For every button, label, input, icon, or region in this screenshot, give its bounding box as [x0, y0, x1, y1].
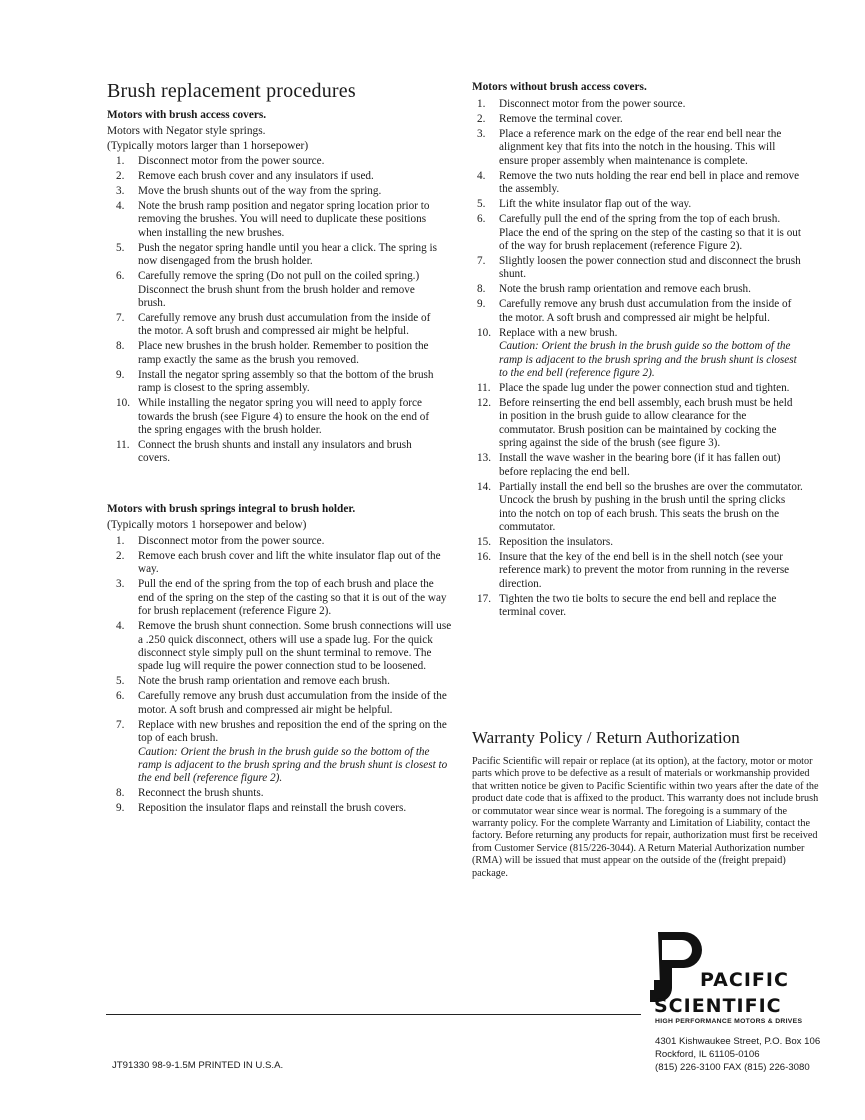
list-item-text: Disconnect motor from the power source.: [499, 98, 686, 110]
section-note: (Typically motors larger than 1 horsepower): [107, 140, 309, 152]
list-item: [107, 185, 442, 198]
list-item: [468, 128, 803, 168]
list-item-number: 10.: [116, 397, 130, 410]
list-item-text: Carefully pull the end of the spring from the top of each brush. Place the end of the spring on the step of the casting so that it is out of the way for brush replacement (reference Figure 2).: [499, 213, 802, 253]
list-item-number: 12.: [477, 397, 491, 410]
list-item-number: 1.: [116, 535, 125, 547]
section-heading-integral-springs: Motors with brush springs integral to brush holder.: [107, 503, 356, 515]
list-item-text: Place the spade lug under the power connection stud and tighten.: [499, 382, 790, 395]
list-item: [107, 535, 452, 548]
page-title: Brush replacement procedures: [107, 80, 356, 102]
list-item-number: 3.: [116, 578, 125, 591]
list-item-text: Reposition the insulators.: [499, 535, 614, 548]
list-item-text: Partially install the end bell so the brushes are over the commutator. Uncock the brush by pushing in the brush until the spring clicks into the notch on top of each brush. This seats the brush on the commutator.: [499, 480, 803, 533]
list-item: [468, 481, 803, 535]
list-item-number: 11.: [116, 439, 130, 452]
list-item: [107, 719, 452, 786]
list-item-number: 6.: [477, 213, 486, 226]
list-item: [468, 170, 803, 197]
list-item-text: Remove the terminal cover.: [499, 113, 623, 125]
list-item-number: 9.: [116, 368, 125, 381]
list-item-number: 8.: [116, 787, 125, 800]
list-item-number: 2.: [116, 550, 125, 562]
list-item-number: 2.: [477, 113, 486, 125]
list-item-text: Remove the brush shunt connection. Some brush connections will use a .250 quick disconnect, others will use a spade lug. For the quick disconnect style simply pull on the shunt terminal to remove. The spade lug will require the power connection stud to be loosened.: [138, 620, 452, 673]
list-item-text: Install the negator spring assembly so that the bottom of the brush ramp is closest to the spring assembly.: [138, 368, 434, 395]
list-item-number: 15.: [477, 535, 491, 548]
list-item-number: 7.: [116, 718, 125, 731]
list-item-text: Move the brush shunts out of the way from the spring.: [138, 185, 382, 197]
list-item: [468, 382, 803, 395]
list-item: [468, 452, 803, 479]
list-item-number: 3.: [477, 128, 486, 140]
list-item-number: 6.: [116, 690, 125, 703]
list-item-text: Install the wave washer in the bearing bore (if it has fallen out) before replacing the end bell.: [499, 452, 781, 478]
list-item-number: 2.: [116, 170, 125, 182]
list-item: [107, 170, 442, 183]
list-item-text: Carefully remove any brush dust accumulation from the inside of the motor. A soft brush and compressed air might be helpful.: [499, 298, 792, 324]
list-item: [107, 155, 442, 168]
list-item-number: 7.: [477, 255, 486, 268]
list-item-number: 3.: [116, 185, 125, 197]
list-item-text: While installing the negator spring you will need to apply force towards the brush (see Figure 4) to ensure the hook on the end of the spring engages with the brush holder.: [138, 397, 430, 437]
list-item: [107, 675, 452, 688]
list-item-number: 1.: [116, 155, 125, 167]
list-item-text: Note the brush ramp position and negator spring location prior to removing the brushes. You will need to duplicate these positions when installing the new brushes.: [138, 200, 430, 239]
list-item: [107, 690, 452, 717]
list-item: [468, 593, 803, 620]
list-item: [468, 198, 803, 211]
list-item-number: 5.: [477, 198, 486, 211]
logo-word-scientific: SCIENTIFIC: [654, 995, 782, 1017]
list-item-text: Lift the white insulator flap out of the way.: [499, 198, 692, 211]
list-item: [468, 536, 803, 549]
list-item-text: Insure that the key of the end bell is in the shell notch (see your reference mark) to prevent the motor from running in the reverse direction.: [499, 550, 790, 590]
list-item-number: 9.: [116, 802, 125, 815]
list-item-text: Carefully remove any brush dust accumulation from the inside of the motor. A soft brush and compressed air might be helpful.: [138, 312, 431, 338]
section-subheading: Motors with Negator style springs.: [107, 125, 266, 137]
list-item: [107, 242, 442, 269]
list-item-number: 10.: [477, 326, 491, 339]
list-item-text: Reconnect the brush shunts.: [138, 787, 264, 800]
list-item-text: Reposition the insulator flaps and reinstall the brush covers.: [138, 802, 407, 815]
list-item-number: 11.: [477, 382, 491, 395]
list-item: [468, 283, 803, 296]
address-city: Rockford, IL 61105-0106: [655, 1049, 760, 1060]
list-item-text: Replace with new brushes and reposition the end of the spring on the top of each brush.: [138, 718, 447, 745]
list-item-number: 9.: [477, 298, 486, 311]
list-item-number: 14.: [477, 480, 491, 493]
list-item-text: Disconnect motor from the power source.: [138, 535, 325, 547]
logo-tagline: HIGH PERFORMANCE MOTORS & DRIVES: [655, 1018, 803, 1025]
list-item-text: Slightly loosen the power connection stud and disconnect the brush shunt.: [499, 255, 801, 281]
list-item-text: Note the brush ramp orientation and remove each brush.: [138, 675, 390, 688]
list-item: [107, 578, 452, 618]
pacific-scientific-logo: [638, 926, 798, 1018]
list-item-text: Pull the end of the spring from the top of each brush and place the end of the spring on the step of the casting so that it is out of the way for brush replacement (reference Figure 2).: [138, 578, 447, 618]
warranty-title: Warranty Policy / Return Authorization: [472, 728, 740, 747]
procedure-list-brush-access-covers: [107, 155, 442, 467]
list-item: [468, 255, 803, 282]
list-item-text: Remove the two nuts holding the rear end bell in place and remove the assembly.: [499, 169, 800, 196]
list-item: [107, 340, 442, 367]
list-item: [107, 620, 452, 674]
list-item-number: 8.: [477, 283, 486, 296]
list-item-number: 13.: [477, 452, 491, 465]
list-item: [468, 327, 803, 381]
list-item: [468, 213, 803, 253]
caution-note: Caution: Orient the brush in the brush guide so the bottom of the ramp is adjacent to the brush spring and the brush shunt is closest to the end bell (reference figure 2).: [499, 340, 797, 380]
list-item-text: Remove each brush cover and lift the white insulator flap out of the way.: [138, 550, 441, 576]
list-item: [107, 787, 452, 800]
procedure-list-without-access-covers: [468, 98, 803, 621]
list-item-text: Disconnect motor from the power source.: [138, 155, 325, 167]
list-item-text: Before reinserting the end bell assembly, each brush must be held in position in the brush guide to allow clearance for the commutator. Brush position can be maintained by cocking the spring against the side of the brush (see figure 3).: [499, 397, 793, 450]
list-item: [107, 802, 452, 815]
list-item-text: Tighten the two tie bolts to secure the end bell and replace the terminal cover.: [499, 592, 777, 619]
section-heading-brush-access-covers: Motors with brush access covers.: [107, 109, 267, 121]
warranty-text: Pacific Scientific will repair or replace (at its option), at the factory, motor or motor parts which prove to be defective as a result of materials or workmanship provided that written notice be given to Pacific Scientific within two years after the date of the product date code that is affixed to the product. This warranty does not include brush or commutator wear since wear is normal. The foregoing is a summary of the warranty policy. For the complete Warranty and Limitation of Liability, contact the factory. Before returning any products for repair, authorization must first be received from Customer Service (815/226-3044). A Return Material Authorization number (RMA) will be issued that must appear on the outside of the (freight prepaid) package.: [472, 756, 819, 879]
list-item-text: Replace with a new brush.: [499, 326, 618, 339]
list-item-number: 4.: [477, 169, 486, 182]
list-item: [107, 270, 442, 310]
list-item: [107, 550, 452, 577]
list-item: [468, 298, 803, 325]
list-item-number: 7.: [116, 312, 125, 325]
caution-note: Caution: Orient the brush in the brush guide so the bottom of the ramp is adjacent to the brush spring and the brush shunt is closest to the end bell (reference figure 2).: [138, 745, 448, 785]
list-item: [107, 439, 442, 466]
address-street: 4301 Kishwaukee Street, P.O. Box 106: [655, 1036, 821, 1047]
list-item-number: 5.: [116, 675, 125, 688]
list-item-number: 6.: [116, 270, 125, 283]
procedure-list-integral-springs: [107, 535, 452, 817]
list-item: [107, 369, 442, 396]
list-item-number: 17.: [477, 592, 491, 605]
list-item-text: Carefully remove any brush dust accumulation from the inside of the motor. A soft brush and compressed air might be helpful.: [138, 690, 447, 716]
list-item: [468, 551, 803, 591]
list-item-number: 4.: [116, 620, 125, 633]
list-item-text: Place a reference mark on the edge of the rear end bell near the alignment key that fits into the notch in the housing. This will ensure proper assembly when maintenance is complete.: [499, 128, 782, 167]
list-item: [468, 98, 803, 111]
footer-divider: [106, 1014, 641, 1015]
list-item-number: 8.: [116, 340, 125, 353]
section-heading-without-access-covers: Motors without brush access covers.: [472, 81, 647, 93]
list-item: [107, 397, 442, 437]
footer-print-code: JT91330 98-9-1.5M PRINTED IN U.S.A.: [112, 1060, 284, 1071]
list-item: [468, 113, 803, 126]
list-item-number: 1.: [477, 98, 486, 110]
list-item-text: Connect the brush shunts and install any insulators and brush covers.: [138, 439, 412, 465]
list-item-text: Remove each brush cover and any insulators if used.: [138, 170, 374, 182]
logo-word-pacific: PACIFIC: [700, 969, 789, 991]
section-note: (Typically motors 1 horsepower and below): [107, 519, 307, 531]
list-item-text: Carefully remove the spring (Do not pull on the coiled spring.) Disconnect the brush shunt from the brush holder and remove brush.: [138, 270, 420, 310]
list-item-text: Push the negator spring handle until you hear a click. The spring is now disengaged from the brush holder.: [138, 241, 437, 268]
list-item-number: 16.: [477, 550, 491, 563]
list-item: [468, 397, 803, 451]
list-item-text: Place new brushes in the brush holder. Remember to position the ramp exactly the same as the brush you removed.: [138, 340, 429, 366]
list-item-number: 5.: [116, 241, 125, 254]
list-item-number: 4.: [116, 200, 125, 212]
list-item-text: Note the brush ramp orientation and remove each brush.: [499, 283, 751, 296]
list-item: [107, 312, 442, 339]
list-item: [107, 200, 442, 240]
address-phone: (815) 226-3100 FAX (815) 226-3080: [655, 1062, 810, 1073]
